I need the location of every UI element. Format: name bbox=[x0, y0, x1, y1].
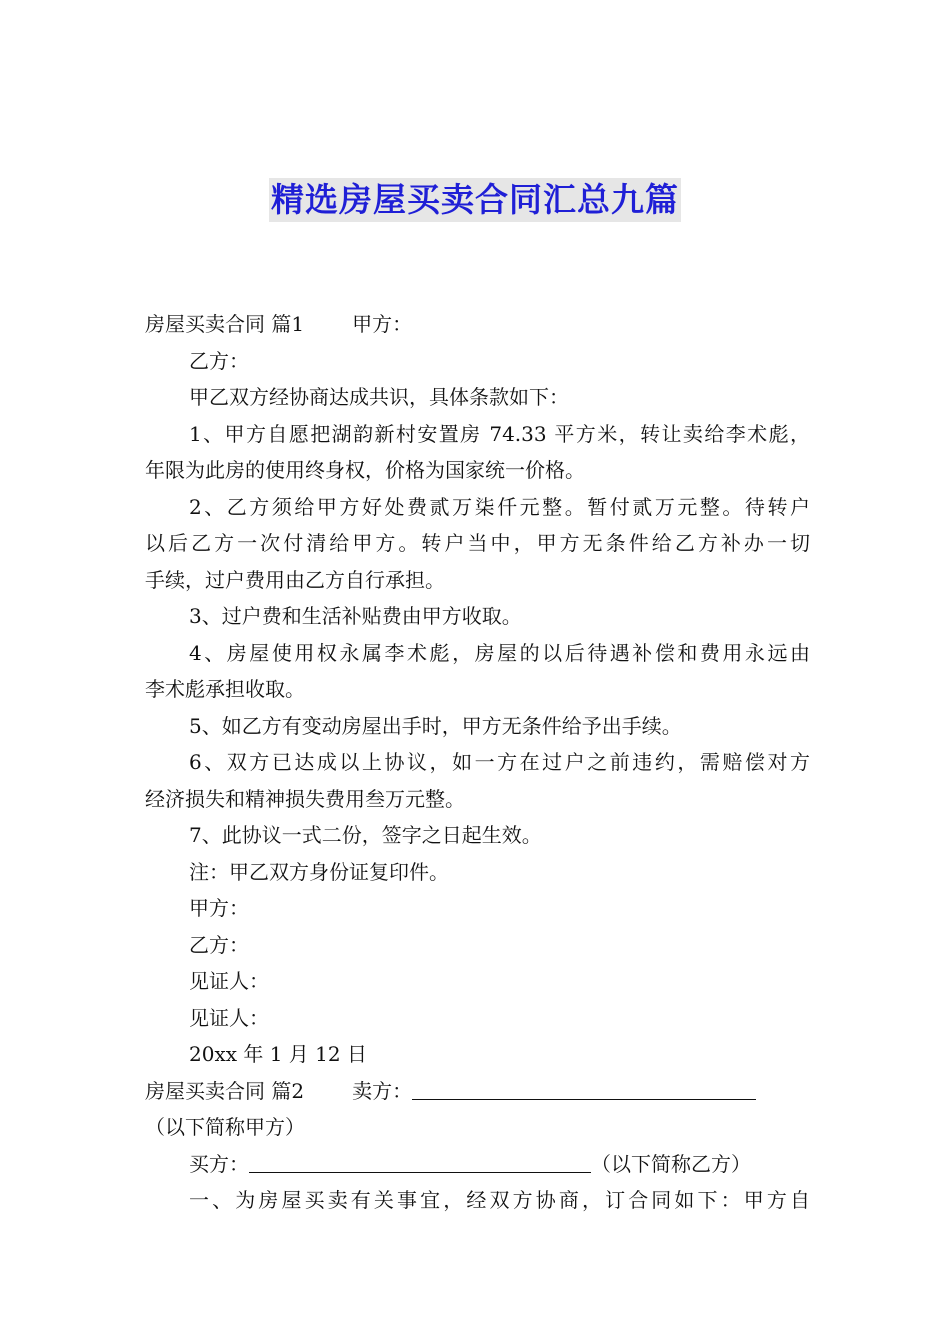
document-body bbox=[145, 306, 810, 1219]
contract2-heading: 房屋买卖合同 篇2 bbox=[145, 1078, 305, 1103]
contract1-date: 20xx 年 1 月 12 日 bbox=[189, 1042, 367, 1066]
contract1-clause7: 7、此协议一式二份，签字之日起生效。 bbox=[189, 823, 542, 847]
contract1-clause2-line2: 以后乙方一次付清给甲方。转户当中，甲方无条件给乙方补办一切 bbox=[145, 531, 810, 555]
contract1-clause5: 5、如乙方有变动房屋出手时，甲方无条件给予出手续。 bbox=[189, 713, 682, 738]
contract1-clause3: 3、过户费和生活补贴费由甲方收取。 bbox=[189, 604, 522, 628]
contract1-clause1-line1: 1、甲方自愿把湖韵新村安置房 74.33 平方米，转让卖给李术彪， bbox=[189, 421, 810, 446]
seller-blank-line bbox=[412, 1077, 756, 1100]
contract1-sign-b: 乙方： bbox=[189, 932, 249, 957]
contract1-party-a-label: 甲方： bbox=[352, 312, 413, 336]
buyer-blank-line bbox=[249, 1150, 591, 1173]
contract1-witness-2: 见证人： bbox=[189, 1005, 269, 1030]
contract1-intro: 甲乙双方经协商达成共识，具体条款如下： bbox=[189, 385, 569, 409]
contract2-seller-suffix: （以下简称甲方） bbox=[145, 1115, 305, 1139]
document-title: 精选房屋买卖合同汇总九篇 bbox=[269, 178, 681, 222]
contract1-clause6-line2: 经济损失和精神损失费用叁万元整。 bbox=[145, 786, 465, 811]
contract1-clause2-line3: 手续，过户费用由乙方自行承担。 bbox=[145, 567, 445, 592]
contract2-heading-line bbox=[145, 1073, 810, 1110]
contract1-party-b-label: 乙方： bbox=[189, 348, 249, 373]
title-container bbox=[0, 178, 950, 222]
contract2-buyer-label: 买方： bbox=[189, 1151, 249, 1176]
contract2-buyer-line bbox=[145, 1146, 810, 1183]
contract1-heading: 房屋买卖合同 篇1 bbox=[145, 312, 305, 336]
contract1-note: 注：甲乙双方身份证复印件。 bbox=[189, 859, 449, 884]
contract1-clause1-line2: 年限为此房的使用终身权，价格为国家统一价格。 bbox=[145, 458, 585, 482]
contract1-sign-a: 甲方： bbox=[189, 896, 249, 920]
contract1-clause4-line1: 4、房屋使用权永属李术彪，房屋的以后待遇补偿和费用永远由 bbox=[189, 640, 810, 665]
contract1-clause4-line2: 李术彪承担收取。 bbox=[145, 677, 305, 701]
contract1-heading-line bbox=[145, 306, 810, 343]
contract1-clause6-line1: 6、双方已达成以上协议，如一方在过户之前违约，需赔偿对方 bbox=[189, 750, 810, 774]
contract1-clause2-line1: 2、乙方须给甲方好处费贰万柒仟元整。暂付贰万元整。待转户 bbox=[189, 494, 810, 519]
contract2-buyer-suffix: （以下简称乙方） bbox=[591, 1151, 751, 1176]
contract2-seller-label: 卖方： bbox=[352, 1078, 413, 1103]
contract2-clause1-line1: 一、为房屋买卖有关事宜，经双方协商，订合同如下：甲方自 bbox=[189, 1188, 810, 1212]
contract1-witness-1: 见证人： bbox=[189, 969, 269, 993]
